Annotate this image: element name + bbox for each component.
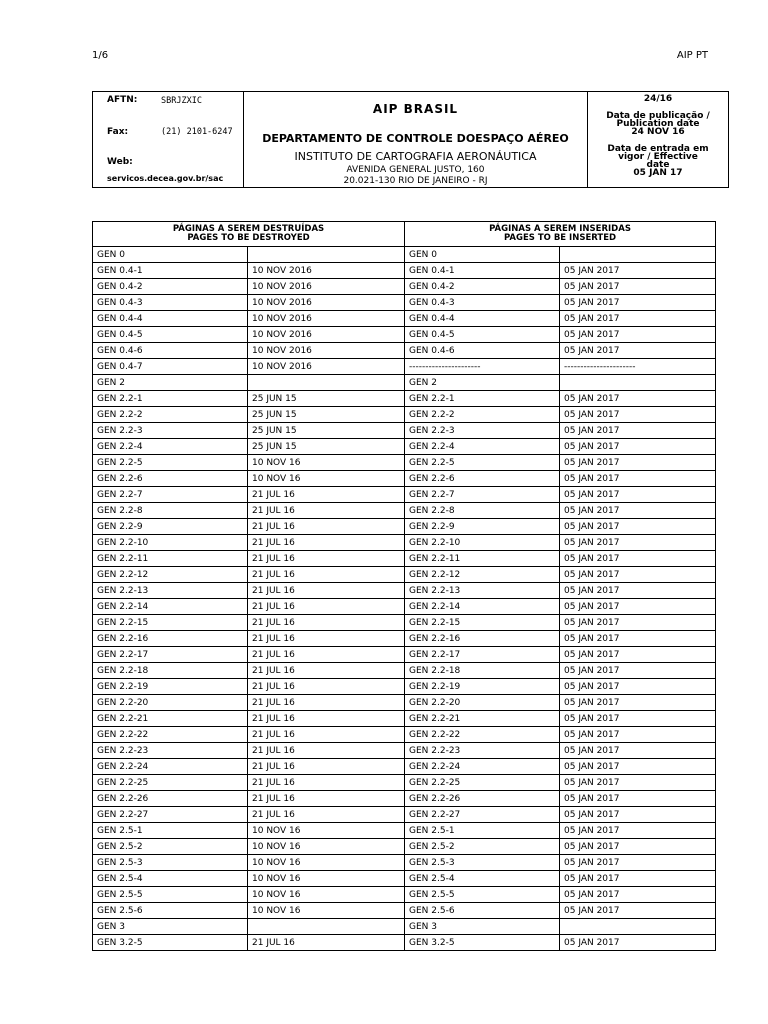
destroyed-date-cell: 10 NOV 16: [248, 887, 405, 903]
destroyed-date-cell: [248, 247, 405, 263]
inserted-date-cell: 05 JAN 2017: [560, 599, 716, 615]
inserted-date-cell: 05 JAN 2017: [560, 503, 716, 519]
aftn-value: SBRJZXIC: [161, 96, 202, 106]
inserted-page-cell: GEN 2.2-21: [405, 711, 560, 727]
destroyed-page-cell: GEN 2.2-12: [93, 567, 248, 583]
destroyed-date-cell: 10 NOV 2016: [248, 295, 405, 311]
table-row: [93, 679, 716, 695]
destroyed-header: [93, 222, 405, 247]
table-row: [93, 599, 716, 615]
destroyed-page-cell: GEN 2.2-5: [93, 455, 248, 471]
table-row: [93, 583, 716, 599]
destroyed-date-cell: 21 JUL 16: [248, 791, 405, 807]
table-row: [93, 631, 716, 647]
inserted-date-cell: 05 JAN 2017: [560, 935, 716, 951]
inserted-page-cell: GEN 3: [405, 919, 560, 935]
publication-label-1: Data de publicação /: [606, 111, 710, 121]
inserted-date-cell: 05 JAN 2017: [560, 743, 716, 759]
destroyed-page-cell: GEN 2.2-23: [93, 743, 248, 759]
table-row: [93, 503, 716, 519]
inserted-page-cell: GEN 0.4-6: [405, 343, 560, 359]
table-row: [93, 887, 716, 903]
title-panel: [244, 92, 588, 187]
table-row: [93, 759, 716, 775]
inserted-page-cell: GEN 0.4-5: [405, 327, 560, 343]
destroyed-date-cell: 10 NOV 16: [248, 855, 405, 871]
destroyed-page-cell: GEN 2.2-20: [93, 695, 248, 711]
destroyed-page-cell: GEN 2.2-19: [93, 679, 248, 695]
header-box: [92, 91, 729, 188]
inserted-date-cell: 05 JAN 2017: [560, 551, 716, 567]
inserted-date-cell: [560, 919, 716, 935]
inserted-date-cell: 05 JAN 2017: [560, 311, 716, 327]
inserted-page-cell: GEN 2.2-20: [405, 695, 560, 711]
inserted-page-cell: GEN 2.2-15: [405, 615, 560, 631]
document-title: AIP BRASIL: [372, 102, 459, 116]
inserted-page-cell: GEN 2.2-3: [405, 423, 560, 439]
destroyed-page-cell: GEN 2.2-17: [93, 647, 248, 663]
address-line-2: 20.021-130 RIO DE JANEIRO - RJ: [343, 176, 488, 186]
table-row: [93, 727, 716, 743]
destroyed-page-cell: GEN 2.2-24: [93, 759, 248, 775]
table-row: [93, 247, 716, 263]
destroyed-header-en: PAGES TO BE DESTROYED: [187, 233, 310, 243]
destroyed-date-cell: 10 NOV 16: [248, 455, 405, 471]
destroyed-date-cell: 21 JUL 16: [248, 759, 405, 775]
inserted-page-cell: GEN 2.5-6: [405, 903, 560, 919]
destroyed-page-cell: GEN 2.5-2: [93, 839, 248, 855]
inserted-date-cell: 05 JAN 2017: [560, 903, 716, 919]
inserted-page-cell: GEN 0.4-2: [405, 279, 560, 295]
table-row: [93, 471, 716, 487]
inserted-date-cell: 05 JAN 2017: [560, 295, 716, 311]
web-value: servicos.decea.gov.br/sac: [107, 174, 224, 183]
destroyed-page-cell: GEN 2.5-4: [93, 871, 248, 887]
table-row: [93, 871, 716, 887]
destroyed-date-cell: 25 JUN 15: [248, 407, 405, 423]
table-row: [93, 375, 716, 391]
destroyed-page-cell: GEN 2.2-13: [93, 583, 248, 599]
table-row: [93, 791, 716, 807]
destroyed-page-cell: GEN 2.2-7: [93, 487, 248, 503]
inserted-date-cell: 05 JAN 2017: [560, 839, 716, 855]
destroyed-date-cell: 21 JUL 16: [248, 663, 405, 679]
destroyed-page-cell: GEN 2.2-16: [93, 631, 248, 647]
destroyed-page-cell: GEN 2.2-26: [93, 791, 248, 807]
inserted-date-cell: 05 JAN 2017: [560, 759, 716, 775]
table-row: [93, 775, 716, 791]
table-row: [93, 567, 716, 583]
inserted-date-cell: 05 JAN 2017: [560, 487, 716, 503]
table-row: [93, 359, 716, 375]
department-name: DEPARTAMENTO DE CONTROLE DOESPAÇO AÉREO: [262, 132, 569, 145]
inserted-date-cell: 05 JAN 2017: [560, 455, 716, 471]
table-header-row: [93, 222, 716, 247]
destroyed-date-cell: 21 JUL 16: [248, 743, 405, 759]
table-row: [93, 807, 716, 823]
inserted-page-cell: GEN 2.2-19: [405, 679, 560, 695]
destroyed-date-cell: 21 JUL 16: [248, 503, 405, 519]
inserted-date-cell: 05 JAN 2017: [560, 423, 716, 439]
table-row: [93, 695, 716, 711]
destroyed-page-cell: GEN 2.2-1: [93, 391, 248, 407]
inserted-date-cell: 05 JAN 2017: [560, 887, 716, 903]
inserted-page-cell: GEN 2.2-8: [405, 503, 560, 519]
inserted-date-cell: 05 JAN 2017: [560, 871, 716, 887]
table-row: [93, 919, 716, 935]
table-row: [93, 535, 716, 551]
amendment-number: 24/16: [643, 94, 673, 104]
destroyed-page-cell: GEN 3: [93, 919, 248, 935]
inserted-page-cell: GEN 2.2-12: [405, 567, 560, 583]
inserted-page-cell: GEN 2.2-1: [405, 391, 560, 407]
inserted-page-cell: GEN 2.5-5: [405, 887, 560, 903]
effective-label-2: vigor / Effective: [618, 152, 698, 162]
inserted-page-cell: GEN 2.2-13: [405, 583, 560, 599]
inserted-date-cell: 05 JAN 2017: [560, 407, 716, 423]
inserted-date-cell: 05 JAN 2017: [560, 615, 716, 631]
destroyed-date-cell: 21 JUL 16: [248, 711, 405, 727]
inserted-date-cell: 05 JAN 2017: [560, 263, 716, 279]
table-row: [93, 711, 716, 727]
inserted-date-cell: 05 JAN 2017: [560, 631, 716, 647]
inserted-page-cell: ----------------------: [405, 359, 560, 375]
destroyed-date-cell: 21 JUL 16: [248, 807, 405, 823]
table-row: [93, 839, 716, 855]
table-row: [93, 615, 716, 631]
inserted-date-cell: 05 JAN 2017: [560, 583, 716, 599]
destroyed-header-pt: PÁGINAS A SEREM DESTRUÍDAS: [172, 224, 325, 234]
destroyed-date-cell: 10 NOV 2016: [248, 279, 405, 295]
pages-table: [92, 221, 716, 951]
destroyed-date-cell: 21 JUL 16: [248, 631, 405, 647]
effective-label-1: Data de entrada em: [607, 144, 709, 154]
destroyed-page-cell: GEN 0.4-1: [93, 263, 248, 279]
inserted-page-cell: GEN 2.5-2: [405, 839, 560, 855]
destroyed-page-cell: GEN 2.2-22: [93, 727, 248, 743]
destroyed-page-cell: GEN 0.4-2: [93, 279, 248, 295]
destroyed-page-cell: GEN 2.2-18: [93, 663, 248, 679]
table-row: [93, 311, 716, 327]
destroyed-date-cell: 25 JUN 15: [248, 423, 405, 439]
table-row: [93, 551, 716, 567]
destroyed-date-cell: 21 JUL 16: [248, 551, 405, 567]
table-row: [93, 263, 716, 279]
inserted-page-cell: GEN 0.4-4: [405, 311, 560, 327]
dates-panel: [588, 92, 728, 187]
inserted-header: [405, 222, 716, 247]
inserted-header-en: PAGES TO BE INSERTED: [503, 233, 617, 243]
inserted-date-cell: 05 JAN 2017: [560, 567, 716, 583]
inserted-date-cell: 05 JAN 2017: [560, 791, 716, 807]
destroyed-page-cell: GEN 2: [93, 375, 248, 391]
destroyed-page-cell: GEN 0.4-7: [93, 359, 248, 375]
table-row: [93, 935, 716, 951]
table-body: [93, 247, 716, 951]
destroyed-page-cell: GEN 0.4-5: [93, 327, 248, 343]
destroyed-date-cell: 21 JUL 16: [248, 487, 405, 503]
destroyed-date-cell: 10 NOV 2016: [248, 263, 405, 279]
address-line-1: AVENIDA GENERAL JUSTO, 160: [346, 165, 485, 175]
inserted-page-cell: GEN 2.2-24: [405, 759, 560, 775]
inserted-date-cell: 05 JAN 2017: [560, 823, 716, 839]
destroyed-date-cell: 10 NOV 2016: [248, 311, 405, 327]
inserted-date-cell: 05 JAN 2017: [560, 519, 716, 535]
inserted-page-cell: GEN 3.2-5: [405, 935, 560, 951]
inserted-page-cell: GEN 2.2-25: [405, 775, 560, 791]
destroyed-page-cell: GEN 0.4-6: [93, 343, 248, 359]
destroyed-date-cell: 10 NOV 2016: [248, 359, 405, 375]
aftn-label: AFTN:: [107, 95, 138, 105]
destroyed-page-cell: GEN 2.5-3: [93, 855, 248, 871]
publication-date: 24 NOV 16: [631, 127, 685, 137]
destroyed-page-cell: GEN 2.2-21: [93, 711, 248, 727]
destroyed-date-cell: 21 JUL 16: [248, 695, 405, 711]
inserted-page-cell: GEN 2.2-4: [405, 439, 560, 455]
inserted-date-cell: 05 JAN 2017: [560, 679, 716, 695]
destroyed-date-cell: 10 NOV 2016: [248, 343, 405, 359]
destroyed-page-cell: GEN 2.2-3: [93, 423, 248, 439]
inserted-page-cell: GEN 2.2-18: [405, 663, 560, 679]
inserted-page-cell: GEN 2.2-7: [405, 487, 560, 503]
inserted-date-cell: 05 JAN 2017: [560, 647, 716, 663]
inserted-page-cell: GEN 0.4-1: [405, 263, 560, 279]
table-row: [93, 439, 716, 455]
inserted-page-cell: GEN 2.2-6: [405, 471, 560, 487]
destroyed-date-cell: 10 NOV 2016: [248, 327, 405, 343]
table-row: [93, 855, 716, 871]
destroyed-page-cell: GEN 2.2-10: [93, 535, 248, 551]
inserted-date-cell: 05 JAN 2017: [560, 711, 716, 727]
inserted-date-cell: 05 JAN 2017: [560, 663, 716, 679]
inserted-date-cell: 05 JAN 2017: [560, 695, 716, 711]
table-row: [93, 423, 716, 439]
inserted-page-cell: GEN 2.2-10: [405, 535, 560, 551]
destroyed-date-cell: 10 NOV 16: [248, 839, 405, 855]
inserted-date-cell: 05 JAN 2017: [560, 391, 716, 407]
destroyed-date-cell: 21 JUL 16: [248, 935, 405, 951]
effective-label-3: date: [646, 160, 670, 170]
inserted-page-cell: GEN 2.2-22: [405, 727, 560, 743]
inserted-date-cell: 05 JAN 2017: [560, 727, 716, 743]
page-tag: AIP PT: [676, 50, 708, 61]
table-row: [93, 327, 716, 343]
destroyed-page-cell: GEN 2.2-25: [93, 775, 248, 791]
inserted-page-cell: GEN 2.5-4: [405, 871, 560, 887]
destroyed-page-cell: GEN 2.2-15: [93, 615, 248, 631]
destroyed-page-cell: GEN 2.2-9: [93, 519, 248, 535]
destroyed-date-cell: 25 JUN 15: [248, 391, 405, 407]
inserted-page-cell: GEN 2.5-3: [405, 855, 560, 871]
page-number: 1/6: [92, 50, 109, 61]
inserted-date-cell: 05 JAN 2017: [560, 471, 716, 487]
table-row: [93, 903, 716, 919]
effective-date: 05 JAN 17: [633, 168, 683, 178]
destroyed-page-cell: GEN 2.2-2: [93, 407, 248, 423]
publication-label-2: Publication date: [616, 119, 700, 129]
table-row: [93, 663, 716, 679]
fax-value: (21) 2101-6247: [161, 127, 233, 137]
destroyed-page-cell: GEN 0.4-3: [93, 295, 248, 311]
destroyed-page-cell: GEN 3.2-5: [93, 935, 248, 951]
inserted-page-cell: GEN 2.2-16: [405, 631, 560, 647]
table-row: [93, 279, 716, 295]
inserted-page-cell: GEN 0.4-3: [405, 295, 560, 311]
destroyed-page-cell: GEN 2.5-1: [93, 823, 248, 839]
inserted-page-cell: GEN 2.2-23: [405, 743, 560, 759]
inserted-page-cell: GEN 2.2-14: [405, 599, 560, 615]
inserted-page-cell: GEN 2.2-27: [405, 807, 560, 823]
inserted-date-cell: 05 JAN 2017: [560, 439, 716, 455]
destroyed-page-cell: GEN 0.4-4: [93, 311, 248, 327]
inserted-page-cell: GEN 2.2-17: [405, 647, 560, 663]
destroyed-date-cell: 21 JUL 16: [248, 775, 405, 791]
inserted-page-cell: GEN 2.2-9: [405, 519, 560, 535]
destroyed-date-cell: 21 JUL 16: [248, 519, 405, 535]
inserted-date-cell: 05 JAN 2017: [560, 775, 716, 791]
destroyed-date-cell: 25 JUN 15: [248, 439, 405, 455]
destroyed-page-cell: GEN 2.2-14: [93, 599, 248, 615]
destroyed-date-cell: 21 JUL 16: [248, 599, 405, 615]
table-row: [93, 455, 716, 471]
inserted-date-cell: 05 JAN 2017: [560, 327, 716, 343]
destroyed-page-cell: GEN 2.2-8: [93, 503, 248, 519]
contact-panel: [93, 92, 244, 187]
destroyed-date-cell: 10 NOV 16: [248, 823, 405, 839]
destroyed-date-cell: 10 NOV 16: [248, 903, 405, 919]
inserted-page-cell: GEN 2: [405, 375, 560, 391]
destroyed-page-cell: GEN 2.2-4: [93, 439, 248, 455]
table-row: [93, 295, 716, 311]
table-row: [93, 407, 716, 423]
inserted-date-cell: 05 JAN 2017: [560, 343, 716, 359]
destroyed-date-cell: [248, 375, 405, 391]
inserted-page-cell: GEN 2.5-1: [405, 823, 560, 839]
inserted-page-cell: GEN 0: [405, 247, 560, 263]
destroyed-date-cell: 21 JUL 16: [248, 615, 405, 631]
inserted-page-cell: GEN 2.2-26: [405, 791, 560, 807]
table-row: [93, 391, 716, 407]
table-row: [93, 823, 716, 839]
table-row: [93, 487, 716, 503]
fax-label: Fax:: [107, 127, 129, 137]
table-row: [93, 343, 716, 359]
inserted-date-cell: [560, 375, 716, 391]
destroyed-date-cell: 21 JUL 16: [248, 567, 405, 583]
destroyed-page-cell: GEN 2.5-5: [93, 887, 248, 903]
inserted-date-cell: 05 JAN 2017: [560, 807, 716, 823]
destroyed-page-cell: GEN 2.2-11: [93, 551, 248, 567]
destroyed-date-cell: 10 NOV 16: [248, 471, 405, 487]
destroyed-page-cell: GEN 2.2-27: [93, 807, 248, 823]
destroyed-date-cell: [248, 919, 405, 935]
table-row: [93, 519, 716, 535]
inserted-date-cell: [560, 247, 716, 263]
inserted-date-cell: 05 JAN 2017: [560, 535, 716, 551]
inserted-page-cell: GEN 2.2-5: [405, 455, 560, 471]
table-row: [93, 743, 716, 759]
inserted-page-cell: GEN 2.2-11: [405, 551, 560, 567]
destroyed-date-cell: 21 JUL 16: [248, 727, 405, 743]
destroyed-date-cell: 10 NOV 16: [248, 871, 405, 887]
inserted-date-cell: 05 JAN 2017: [560, 855, 716, 871]
inserted-date-cell: ----------------------: [560, 359, 716, 375]
institute-name: INSTITUTO DE CARTOGRAFIA AERONÁUTICA: [294, 150, 537, 163]
destroyed-date-cell: 21 JUL 16: [248, 647, 405, 663]
inserted-header-pt: PÁGINAS A SEREM INSERIDAS: [489, 224, 631, 234]
inserted-date-cell: 05 JAN 2017: [560, 279, 716, 295]
web-label: Web:: [107, 157, 133, 167]
inserted-page-cell: GEN 2.2-2: [405, 407, 560, 423]
destroyed-date-cell: 21 JUL 16: [248, 679, 405, 695]
destroyed-page-cell: GEN 0: [93, 247, 248, 263]
destroyed-page-cell: GEN 2.2-6: [93, 471, 248, 487]
destroyed-date-cell: 21 JUL 16: [248, 583, 405, 599]
destroyed-page-cell: GEN 2.5-6: [93, 903, 248, 919]
destroyed-date-cell: 21 JUL 16: [248, 535, 405, 551]
table-row: [93, 647, 716, 663]
